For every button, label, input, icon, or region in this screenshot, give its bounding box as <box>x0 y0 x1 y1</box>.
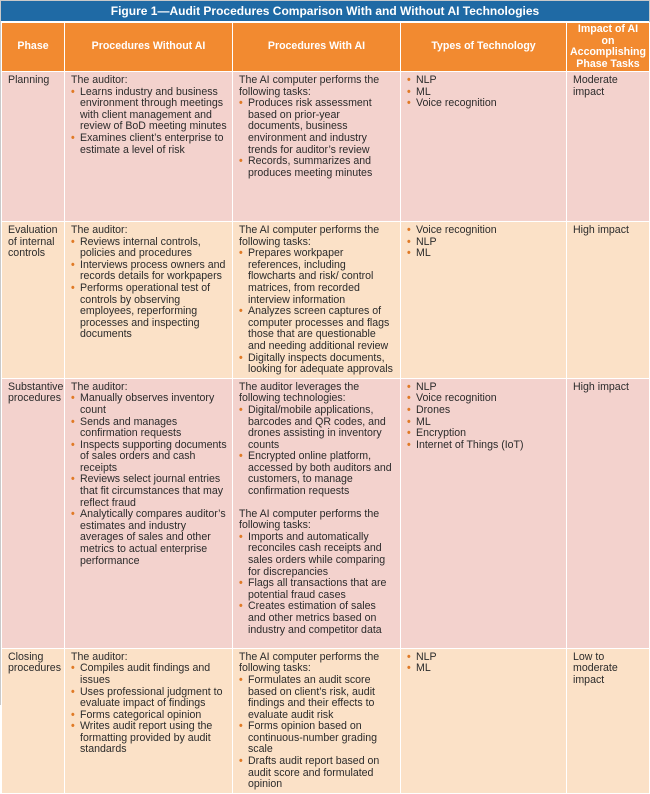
phase-cell: Closing procedures <box>2 648 65 793</box>
bullet-list <box>71 393 228 567</box>
bullet-icon: • <box>407 97 411 110</box>
bullet-icon: • <box>239 155 243 168</box>
list-item: • Forms categorical opinion <box>71 708 202 721</box>
list-item: • Encrypted online platform, accessed by both auditors and customers, to manage confirmation requests <box>239 450 392 498</box>
bullet-icon: • <box>71 131 75 144</box>
bullet-icon: • <box>71 281 75 294</box>
bullet-icon: • <box>239 577 243 590</box>
list-item: • Records, summarizes and produces meeting minutes <box>239 155 373 179</box>
technology-cell <box>401 72 567 222</box>
table-row <box>2 378 650 648</box>
without-ai-cell <box>65 378 233 648</box>
bullet-icon: • <box>407 392 411 405</box>
bullet-icon: • <box>239 247 243 260</box>
technology-cell <box>401 222 567 379</box>
bullet-icon: • <box>407 235 411 248</box>
col-header-impact: Impact of AI on Accomplishing Phase Tasks <box>567 23 650 72</box>
bullet-icon: • <box>407 650 411 663</box>
bullet-icon: • <box>407 380 411 393</box>
col-header-with-ai: Procedures With AI <box>233 23 401 72</box>
cell-intro: The AI computer performs the following tasks: <box>239 507 380 532</box>
list-item: • ML <box>407 662 431 675</box>
cell-intro: The auditor leverages the following technologies: <box>239 380 360 405</box>
bullet-icon: • <box>239 305 243 318</box>
bullet-icon: • <box>239 450 243 463</box>
list-item: • Reviews internal controls, policies and procedures <box>71 235 201 260</box>
bullet-icon: • <box>407 427 411 440</box>
list-item: • Drones <box>407 403 451 416</box>
bullet-icon: • <box>239 755 243 768</box>
bullet-icon: • <box>239 403 243 416</box>
cell-intro: The auditor: <box>71 74 128 86</box>
without-ai-cell <box>65 72 233 222</box>
list-item: • Drafts audit report based on audit score and formulated opinion <box>239 755 380 791</box>
bullet-icon: • <box>71 720 75 733</box>
comparison-table <box>1 22 650 794</box>
list-item: • Produces risk assessment based on prior-year documents, business environment and industry trends for auditor’s review <box>239 97 372 156</box>
bullet-icon: • <box>239 97 243 110</box>
bullet-list <box>239 675 396 791</box>
bullet-icon: • <box>71 708 75 721</box>
phase-cell: Substantive procedures <box>2 378 65 648</box>
list-item: • ML <box>407 85 431 98</box>
table-row <box>2 222 650 379</box>
list-item: • NLP <box>407 74 437 86</box>
bullet-list <box>239 98 396 179</box>
with-ai-cell <box>233 222 401 379</box>
bullet-list <box>407 382 562 452</box>
list-item: • Compiles audit findings and issues <box>71 662 211 686</box>
with-ai-cell <box>233 72 401 222</box>
list-item: • Creates estimation of sales and other metrics based on industry and competitor data <box>239 600 382 636</box>
list-item: • Performs operational test of controls by observing employees, reperforming processes and inspecting documents <box>71 281 211 341</box>
list-item: • Digital/mobile applications, barcodes and QR codes, and drones assisting in inventory counts <box>239 403 386 451</box>
col-header-without-ai: Procedures Without AI <box>65 23 233 72</box>
technology-cell <box>401 648 567 793</box>
list-item: • Encryption <box>407 427 467 440</box>
cell-intro: The AI computer performs the following tasks: <box>239 224 380 248</box>
list-item: • Formulates an audit score based on client’s risk, audit findings and their effects to evaluate audit risk <box>239 673 376 721</box>
list-item: • Uses professional judgment to evaluate impact of findings <box>71 685 223 710</box>
bullet-list <box>239 532 396 636</box>
without-ai-cell <box>65 222 233 379</box>
bullet-icon: • <box>407 662 411 675</box>
bullet-icon: • <box>239 530 243 543</box>
figure-title: Figure 1—Audit Procedures Comparison With and Without AI Technologies <box>1 1 649 22</box>
bullet-list <box>71 237 228 341</box>
impact-cell: Low to moderate impact <box>567 648 650 793</box>
list-item: • Manually observes inventory count <box>71 392 215 416</box>
list-item: • Voice recognition <box>407 392 497 405</box>
bullet-icon: • <box>239 351 243 364</box>
bullet-list <box>407 652 562 675</box>
list-item: • ML <box>407 415 431 428</box>
list-item: • Writes audit report using the formatting provided by audit standards <box>71 720 213 756</box>
list-item: • Forms opinion based on continuous-number grading scale <box>239 720 377 756</box>
list-item: • Prepares workpaper references, including flowcharts and risk/ control matrices, from recorded interview information <box>239 247 374 306</box>
with-ai-cell <box>233 378 401 648</box>
bullet-icon: • <box>407 224 411 236</box>
bullet-icon: • <box>71 438 75 451</box>
col-header-phase: Phase <box>2 23 65 72</box>
cell-intro: The AI computer performs the following tasks: <box>239 650 380 675</box>
cell-intro: The auditor: <box>71 380 128 393</box>
bullet-icon: • <box>71 662 75 675</box>
list-item: • Internet of Things (IoT) <box>407 438 524 451</box>
bullet-icon: • <box>71 473 75 486</box>
list-item: • Reviews select journal entries that fit circumstances that may reflect fraud <box>71 473 224 509</box>
list-item: • Sends and manages confirmation requests <box>71 415 182 440</box>
list-item: • Voice recognition <box>407 224 497 236</box>
spacer <box>239 498 396 509</box>
list-item: • Voice recognition <box>407 97 497 110</box>
bullet-icon: • <box>407 74 411 86</box>
bullet-icon: • <box>407 403 411 416</box>
bullet-icon: • <box>71 508 75 521</box>
bullet-icon: • <box>407 438 411 451</box>
cell-intro: The auditor: <box>71 650 128 663</box>
impact-cell: High impact <box>567 378 650 648</box>
bullet-icon: • <box>71 685 75 698</box>
list-item: • Analytically compares auditor’s estimates and industry averages of sales and other metrics to actual enterprise performance <box>71 508 226 567</box>
bullet-list <box>239 405 396 498</box>
bullet-icon: • <box>239 720 243 733</box>
list-item: • NLP <box>407 380 437 393</box>
bullet-icon: • <box>71 235 75 248</box>
list-item: • Analyzes screen captures of computer processes and flags those that are questionable and needing additional review <box>239 305 390 352</box>
technology-cell <box>401 378 567 648</box>
list-item: • Imports and automatically reconciles cash receipts and sales orders while comparing for discrepancies <box>239 530 386 578</box>
phase-cell: Planning <box>2 72 65 222</box>
bullet-list <box>239 248 396 376</box>
list-item: • Interviews process owners and records details for workpapers <box>71 258 226 283</box>
bullet-icon: • <box>71 85 75 98</box>
bullet-list <box>71 663 228 756</box>
cell-intro: The auditor: <box>71 224 128 236</box>
cell-intro: The AI computer performs the following tasks: <box>239 74 380 98</box>
bullet-icon: • <box>407 415 411 428</box>
list-item: • ML <box>407 247 431 260</box>
without-ai-cell <box>65 648 233 793</box>
bullet-icon: • <box>407 85 411 98</box>
header-row <box>2 23 650 72</box>
list-item: • Flags all transactions that are potential fraud cases <box>239 577 387 601</box>
list-item: • Digitally inspects documents, looking for adequate approvals <box>239 351 393 376</box>
bullet-icon: • <box>407 247 411 260</box>
bullet-icon: • <box>71 392 75 405</box>
impact-cell: Moderate impact <box>567 72 650 222</box>
list-item: • Examines client’s enterprise to estimate a level of risk <box>71 131 224 156</box>
bullet-icon: • <box>239 600 243 613</box>
col-header-technology: Types of Technology <box>401 23 567 72</box>
bullet-icon: • <box>71 415 75 428</box>
list-item: • Inspects supporting documents of sales orders and cash receipts <box>71 438 227 474</box>
phase-cell: Evaluation of internal controls <box>2 222 65 379</box>
list-item: • NLP <box>407 235 437 248</box>
bullet-list <box>407 225 562 260</box>
table-row <box>2 648 650 793</box>
bullet-list <box>407 75 562 110</box>
list-item: • NLP <box>407 650 437 663</box>
bullet-list <box>71 87 228 157</box>
impact-cell: High impact <box>567 222 650 379</box>
with-ai-cell <box>233 648 401 793</box>
table-row <box>2 72 650 222</box>
bullet-icon: • <box>71 258 75 271</box>
list-item: • Learns industry and business environment through meetings with client management and review of BoD meeting minutes <box>71 85 227 133</box>
bullet-icon: • <box>239 673 243 686</box>
